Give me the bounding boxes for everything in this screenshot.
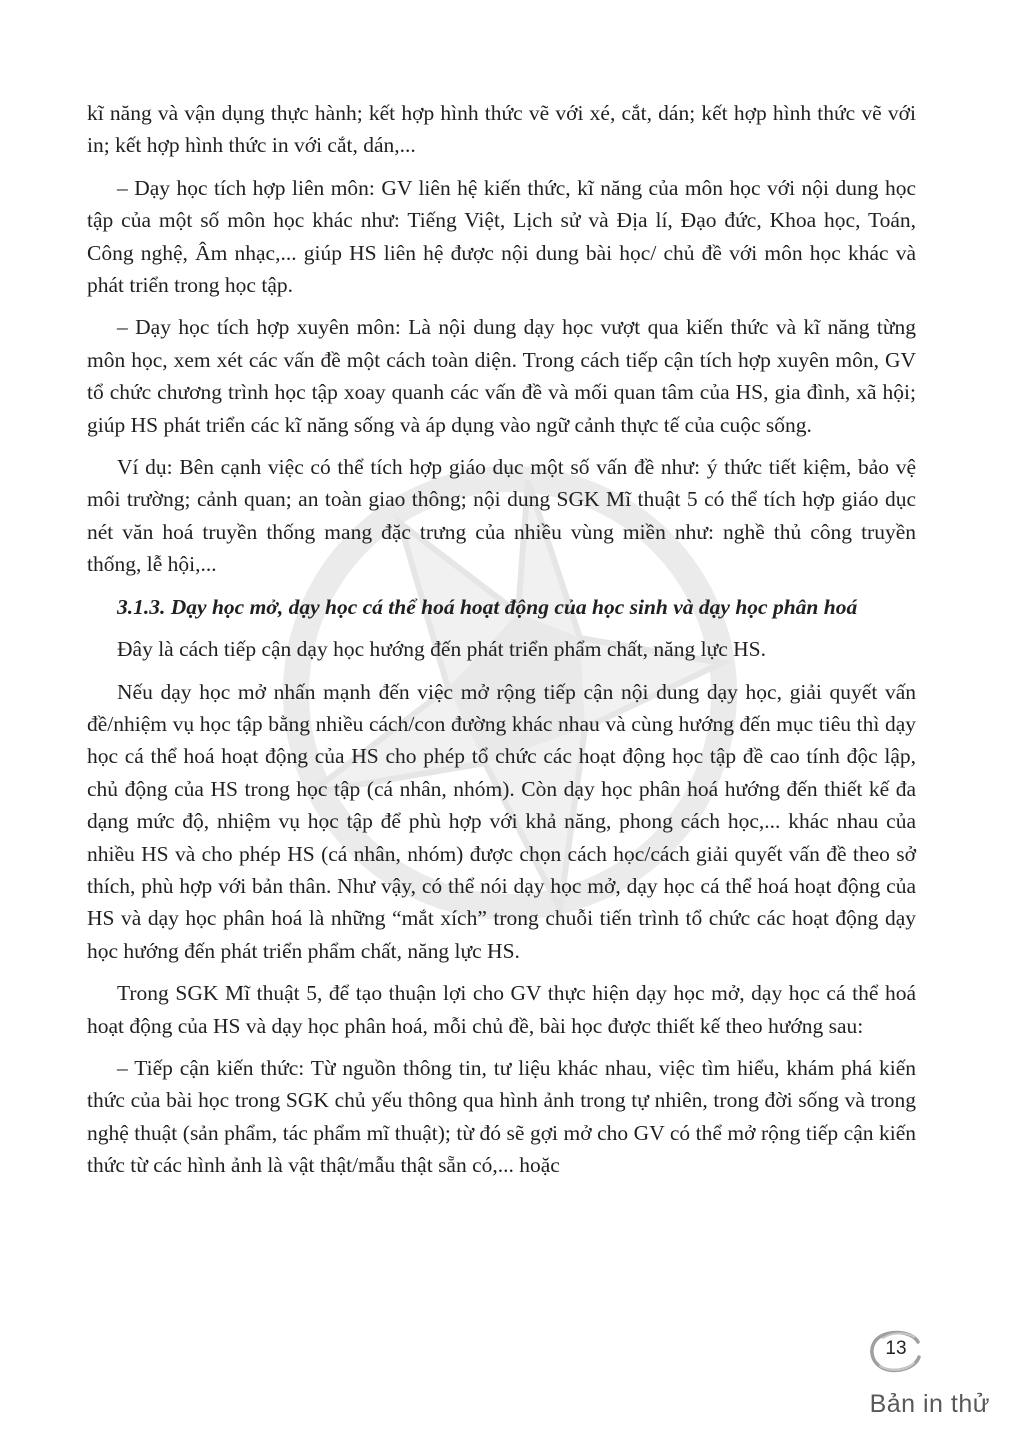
paragraph-continued: kĩ năng và vận dụng thực hành; kết hợp hình thức vẽ với xé, cắt, dán; kết hợp hình thức vẽ với in; kết hợp hình thức in với cắt, dán,... xyxy=(87,101,916,158)
paragraph-knowledge-access: – Tiếp cận kiến thức: Từ nguồn thông tin, tư liệu khác nhau, việc tìm hiểu, khám phá kiến thức của bài học trong SGK chủ yếu thông qua hình ảnh trong tự nhiên, trong đời sống và trong nghệ thuật (sản phẩm, tác phẩm mĩ thuật); từ đó sẽ gợi mở cho GV có thể mở rộng tiếp cận kiến thức từ các hình ảnh là vật thật/mẫu thật sẵn có,... hoặc xyxy=(87,1055,916,1178)
paragraph-approach: Đây là cách tiếp cận dạy học hướng đến phát triển phẩm chất, năng lực HS. xyxy=(117,637,766,662)
page-content xyxy=(87,97,916,1192)
paragraph-textbook-design: Trong SGK Mĩ thuật 5, để tạo thuận lợi cho GV thực hiện dạy học mở, dạy học cá thể hoá hoạt động của HS và dạy học phân hoá, mỗi chủ đề, bài học được thiết kế theo hướng sau: xyxy=(87,981,916,1038)
paragraph-open-teaching: Nếu dạy học mở nhấn mạnh đến việc mở rộng tiếp cận nội dung dạy học, giải quyết vấn đề/nhiệm vụ học tập bằng nhiều cách/con đường khác nhau và cùng hướng đến mục tiêu thì dạy học cá thể hoá hoạt động của HS cho phép tổ chức các hoạt động học tập đề cao tính độc lập, chủ động của HS trong học tập (cá nhân, nhóm). Còn dạy học phân hoá hướng đến thiết kế đa dạng mức độ, nhiệm vụ học tập để phù hợp với khả năng, phong cách học,... khác nhau của nhiều HS và cho phép HS (cá nhân, nhóm) được chọn cách học/cách giải quyết vấn đề theo sở thích, phù hợp với bản thân. Như vậy, có thể nói dạy học mở, dạy học cá thể hoá hoạt động của HS và dạy học phân hoá là những “mắt xích” trong chuỗi tiến trình tổ chức các hoạt động dạy học hướng đến phát triển phẩm chất, năng lực HS. xyxy=(87,679,916,963)
print-proof-label: Bản in thử xyxy=(869,1390,990,1418)
page-number-badge xyxy=(868,1328,924,1374)
section-heading: 3.1.3. Dạy học mở, dạy học cá thể hoá hoạt động của học sinh và dạy học phân hoá xyxy=(117,594,858,619)
paragraph-example: Ví dụ: Bên cạnh việc có thể tích hợp giáo dục một số vấn đề như: ý thức tiết kiệm, bảo vệ môi trường; cảnh quan; an toàn giao thông; nội dung SGK Mĩ thuật 5 có thể tích hợp giáo dục nét văn hoá truyền thống mang đặc trưng của nhiều vùng miền như: nghề thủ công truyền thống, lễ hội,... xyxy=(87,455,916,577)
page-number: 13 xyxy=(885,1338,907,1359)
paragraph-transdisciplinary: – Dạy học tích hợp xuyên môn: Là nội dung dạy học vượt qua kiến thức và kĩ năng từng môn học, xem xét các vấn đề một cách toàn diện. Trong cách tiếp cận tích hợp xuyên môn, GV tổ chức chương trình học tập xoay quanh các vấn đề và mối quan tâm của HS, gia đình, xã hội; giúp HS phát triển các kĩ năng sống và áp dụng vào ngữ cảnh thực tế của cuộc sống. xyxy=(87,315,916,437)
paragraph-interdisciplinary: – Dạy học tích hợp liên môn: GV liên hệ kiến thức, kĩ năng của môn học với nội dung học tập của một số môn học khác như: Tiếng Việt, Lịch sử và Địa lí, Đạo đức, Khoa học, Toán, Công nghệ, Âm nhạc,... giúp HS liên hệ được nội dung bài học/ chủ đề với môn học khác và phát triển trong học tập. xyxy=(87,175,916,298)
